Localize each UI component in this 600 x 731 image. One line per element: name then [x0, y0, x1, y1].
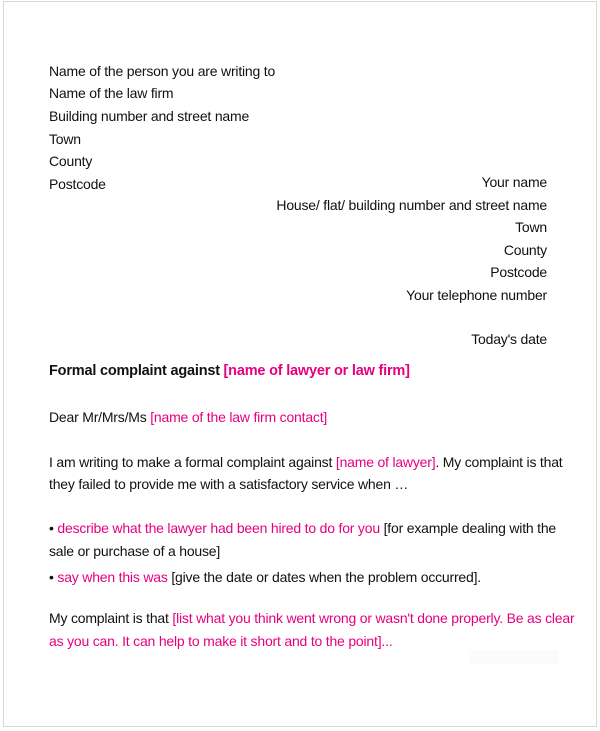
letter-date: Today's date [471, 331, 547, 347]
salutation-placeholder: [name of the law firm contact] [150, 409, 328, 425]
recipient-postcode: Postcode [49, 176, 106, 192]
salutation [49, 408, 327, 426]
recipient-street: Building number and street name [49, 108, 250, 124]
subject-line [49, 361, 410, 380]
complaint-placeholder-1: [list what you think went wrong or wasn't done properly. Be as clear [172, 610, 575, 626]
intro-line-1 [49, 453, 562, 471]
sender-postcode: Postcode [490, 264, 547, 280]
recipient-town: Town [49, 131, 81, 147]
sender-county: County [503, 242, 547, 258]
bullet-marker: • [49, 520, 54, 536]
sender-phone: Your telephone number [406, 287, 547, 303]
sender-name: Your name [481, 174, 547, 190]
bullet-1-line-2: sale or purchase of a house] [49, 543, 221, 559]
bullet-marker: • [49, 569, 54, 585]
intro-text-1: I am writing to make a formal complaint against [49, 454, 333, 470]
sender-town: Town [515, 219, 547, 235]
complaint-line-1 [49, 609, 574, 627]
complaint-line-2 [49, 632, 392, 650]
intro-placeholder: [name of lawyer] [335, 454, 436, 470]
complaint-ellipsis: ... [381, 633, 393, 649]
bullet-2-placeholder: say when this was [57, 569, 168, 585]
bullet-item-1 [49, 519, 556, 537]
subject-prefix: Formal complaint against [49, 363, 220, 379]
recipient-firm: Name of the law firm [49, 85, 174, 101]
complaint-placeholder-2: as you can. It can help to make it short and to the point] [49, 633, 382, 649]
bullet-1-text: [for example dealing with the [383, 520, 557, 536]
faint-watermark-area [469, 650, 559, 664]
intro-text-2: . My complaint is that [435, 454, 563, 470]
complaint-prefix: My complaint is that [49, 610, 169, 626]
subject-placeholder: [name of lawyer or law firm] [223, 363, 410, 379]
recipient-county: County [49, 153, 93, 169]
intro-line-2: they failed to provide me with a satisfactory service when … [49, 476, 409, 492]
bullet-2-text: [give the date or dates when the problem occurred]. [171, 569, 481, 585]
sender-street: House/ flat/ building number and street name [276, 197, 547, 213]
recipient-name: Name of the person you are writing to [49, 63, 276, 79]
bullet-item-2 [49, 568, 481, 586]
letter-page [3, 1, 597, 727]
salutation-prefix: Dear Mr/Mrs/Ms [49, 409, 147, 425]
bullet-1-placeholder: describe what the lawyer had been hired to do for you [57, 520, 380, 536]
